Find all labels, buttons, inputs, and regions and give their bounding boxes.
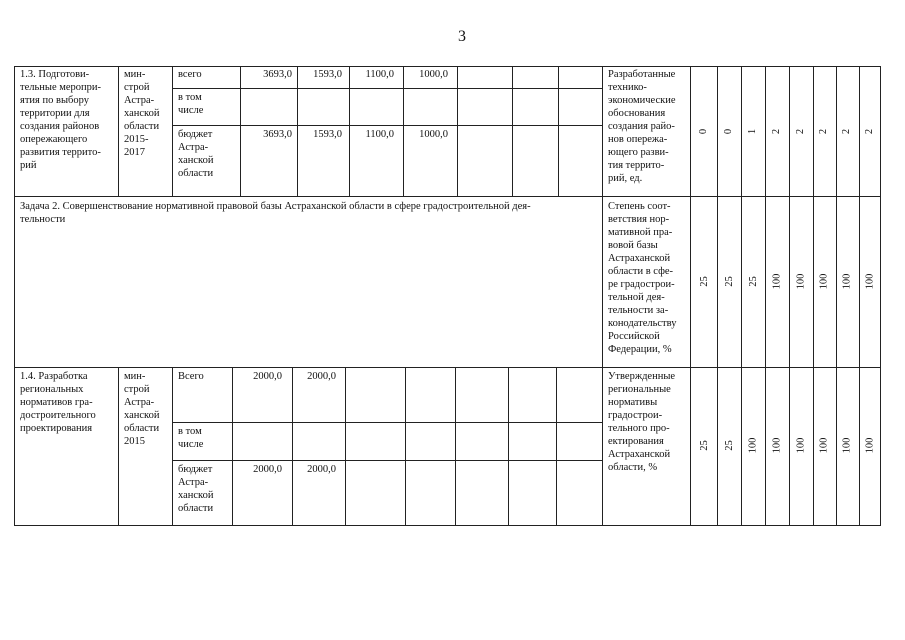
row1-budget-1: 3693,0 — [263, 129, 292, 140]
row2-source-total: Всего — [178, 371, 204, 382]
row2-source-incl: в том числе — [178, 426, 204, 450]
row1-value-5: 2 — [795, 128, 807, 134]
task2-value-8: 100 — [864, 273, 876, 289]
row1-source-budget: бюджет Астра- ханской области — [178, 129, 214, 179]
row1-value-7: 2 — [841, 128, 853, 134]
row2-value-5: 100 — [795, 437, 807, 453]
row2-value-1: 25 — [698, 439, 710, 451]
task2-value-3: 25 — [747, 275, 759, 287]
row1-budget-4: 1000,0 — [419, 129, 448, 140]
row2-value-6: 100 — [818, 437, 830, 453]
row2-value-2: 25 — [723, 439, 735, 451]
task2-value-5: 100 — [795, 273, 807, 289]
row1-name: 1.3. Подготови- тельные меропри- ятия по выбору территории для создания районов опережающего развития террито- рий — [20, 69, 102, 171]
page-number: 3 — [458, 28, 466, 45]
row1-total-3: 1100,0 — [365, 69, 394, 80]
row1-value-2: 0 — [723, 128, 735, 134]
row2-value-3: 100 — [747, 437, 759, 453]
task2-value-7: 100 — [841, 273, 853, 289]
task2-indicator: Степень соот- ветствия нор- мативной пра- вовой базы Астраханской области в сфе- ре градострои- тельной дея- тельности за- конодательству Российской Федерации, % — [608, 201, 677, 355]
task2-value-2: 25 — [723, 275, 735, 287]
task2-value-1: 25 — [698, 275, 710, 287]
row1-total-4: 1000,0 — [419, 69, 448, 80]
row1-total-1: 3693,0 — [263, 69, 292, 80]
row2-value-7: 100 — [841, 437, 853, 453]
row1-value-8: 2 — [864, 128, 876, 134]
task2-value-6: 100 — [818, 273, 830, 289]
row1-source-incl: в том числе — [178, 92, 204, 116]
row2-indicator: Утвержденные региональные нормативы градострои- тельного про- ектирования Астраханской области, % — [608, 371, 676, 473]
row1-indicator: Разработанные технико- экономические обоснования создания райо- нов опережа- ющего разви- тия террито- рий, ед. — [608, 69, 676, 184]
row1-budget-2: 1593,0 — [313, 129, 342, 140]
row1-executor: мин- строй Астра- ханской области 2015- 2017 — [124, 69, 160, 158]
row1-value-3: 1 — [747, 128, 759, 134]
row1-value-1: 0 — [698, 128, 710, 134]
row2-value-4: 100 — [771, 437, 783, 453]
row2-executor: мин- строй Астра- ханской области 2015 — [124, 371, 160, 447]
row1-value-6: 2 — [818, 128, 830, 134]
task2-value-4: 100 — [771, 273, 783, 289]
row1-value-4: 2 — [771, 128, 783, 134]
row1-total-2: 1593,0 — [313, 69, 342, 80]
row2-source-budget: бюджет Астра- ханской области — [178, 464, 214, 514]
row1-budget-3: 1100,0 — [365, 129, 394, 140]
row2-total-1: 2000,0 — [253, 371, 282, 382]
row2-budget-1: 2000,0 — [253, 464, 282, 475]
row2-total-2: 2000,0 — [307, 371, 336, 382]
row2-budget-2: 2000,0 — [307, 464, 336, 475]
row2-name: 1.4. Разработка региональных нормативов гра- достроительного проектирования — [20, 371, 96, 434]
row2-value-8: 100 — [864, 437, 876, 453]
task2-title: Задача 2. Совершенствование нормативной правовой базы Астраханской области в сфере градостроительной дея- тельности — [20, 201, 531, 225]
row1-source-total: всего — [178, 69, 202, 80]
